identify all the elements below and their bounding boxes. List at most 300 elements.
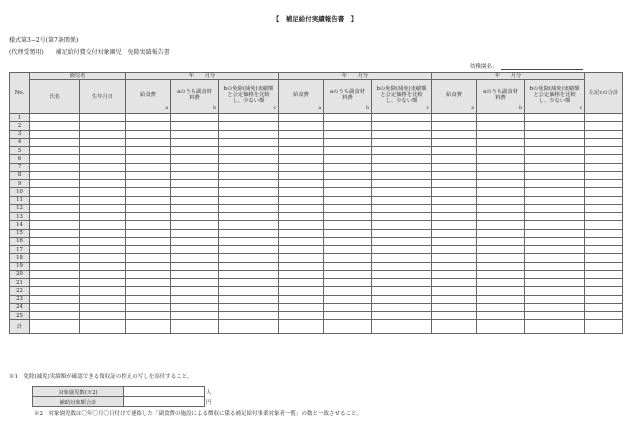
entry-cell[interactable] [525,171,585,179]
entry-cell[interactable] [30,279,80,287]
entry-cell[interactable] [432,130,477,138]
entry-cell[interactable] [372,270,432,278]
entry-cell[interactable] [171,320,219,334]
entry-cell[interactable] [585,303,623,311]
entry-cell[interactable] [525,147,585,155]
entry-cell[interactable] [80,163,126,171]
entry-cell[interactable] [30,147,80,155]
entry-cell[interactable] [372,221,432,229]
entry-cell[interactable] [80,213,126,221]
entry-cell[interactable] [126,196,171,204]
entry-cell[interactable] [525,213,585,221]
entry-cell[interactable] [585,188,623,196]
entry-cell[interactable] [585,270,623,278]
entry-cell[interactable] [525,270,585,278]
entry-cell[interactable] [126,279,171,287]
entry-cell[interactable] [80,147,126,155]
entry-cell[interactable] [279,229,324,237]
entry-cell[interactable] [171,138,219,146]
entry-cell[interactable] [171,287,219,295]
entry-cell[interactable] [219,163,279,171]
entry-cell[interactable] [80,155,126,163]
entry-cell[interactable] [372,204,432,212]
entry-cell[interactable] [279,196,324,204]
entry-cell[interactable] [372,246,432,254]
children-count-cell[interactable] [124,387,205,397]
entry-cell[interactable] [477,155,525,163]
entry-cell[interactable] [432,138,477,146]
entry-cell[interactable] [279,204,324,212]
entry-cell[interactable] [372,138,432,146]
entry-cell[interactable] [171,204,219,212]
entry-cell[interactable] [80,188,126,196]
entry-cell[interactable] [585,196,623,204]
entry-cell[interactable] [30,188,80,196]
entry-cell[interactable] [219,270,279,278]
entry-cell[interactable] [30,204,80,212]
entry-cell[interactable] [171,188,219,196]
entry-cell[interactable] [585,262,623,270]
entry-cell[interactable] [432,171,477,179]
entry-cell[interactable] [219,114,279,122]
entry-cell[interactable] [372,320,432,334]
entry-cell[interactable] [324,303,372,311]
entry-cell[interactable] [219,130,279,138]
entry-cell[interactable] [477,254,525,262]
entry-cell[interactable] [324,270,372,278]
entry-cell[interactable] [432,221,477,229]
entry-cell[interactable] [279,213,324,221]
entry-cell[interactable] [80,114,126,122]
entry-cell[interactable] [126,130,171,138]
facility-name-blank[interactable] [501,63,583,70]
entry-cell[interactable] [432,303,477,311]
entry-cell[interactable] [477,122,525,130]
entry-cell[interactable] [126,147,171,155]
entry-cell[interactable] [525,279,585,287]
entry-cell[interactable] [171,303,219,311]
entry-cell[interactable] [30,180,80,188]
entry-cell[interactable] [171,229,219,237]
entry-cell[interactable] [219,237,279,245]
entry-cell[interactable] [279,320,324,334]
entry-cell[interactable] [279,155,324,163]
entry-cell[interactable] [80,196,126,204]
entry-cell[interactable] [432,287,477,295]
entry-cell[interactable] [525,114,585,122]
entry-cell[interactable] [525,237,585,245]
entry-cell[interactable] [171,171,219,179]
entry-cell[interactable] [80,287,126,295]
entry-cell[interactable] [219,138,279,146]
entry-cell[interactable] [279,130,324,138]
entry-cell[interactable] [219,171,279,179]
entry-cell[interactable] [279,246,324,254]
entry-cell[interactable] [585,213,623,221]
entry-cell[interactable] [477,138,525,146]
entry-cell[interactable] [219,147,279,155]
entry-cell[interactable] [432,114,477,122]
entry-cell[interactable] [477,295,525,303]
entry-cell[interactable] [30,320,80,334]
entry-cell[interactable] [30,171,80,179]
entry-cell[interactable] [279,312,324,320]
entry-cell[interactable] [219,303,279,311]
entry-cell[interactable] [279,114,324,122]
entry-cell[interactable] [525,320,585,334]
entry-cell[interactable] [477,147,525,155]
entry-cell[interactable] [219,229,279,237]
entry-cell[interactable] [30,287,80,295]
entry-cell[interactable] [126,246,171,254]
entry-cell[interactable] [324,287,372,295]
entry-cell[interactable] [279,188,324,196]
entry-cell[interactable] [525,303,585,311]
entry-cell[interactable] [372,114,432,122]
entry-cell[interactable] [477,130,525,138]
entry-cell[interactable] [126,122,171,130]
entry-cell[interactable] [432,163,477,171]
entry-cell[interactable] [372,196,432,204]
entry-cell[interactable] [126,312,171,320]
entry-cell[interactable] [30,246,80,254]
entry-cell[interactable] [372,171,432,179]
entry-cell[interactable] [126,237,171,245]
entry-cell[interactable] [80,295,126,303]
entry-cell[interactable] [585,138,623,146]
entry-cell[interactable] [219,246,279,254]
entry-cell[interactable] [432,295,477,303]
entry-cell[interactable] [80,171,126,179]
entry-cell[interactable] [432,237,477,245]
entry-cell[interactable] [477,303,525,311]
entry-cell[interactable] [585,163,623,171]
entry-cell[interactable] [80,221,126,229]
entry-cell[interactable] [432,180,477,188]
entry-cell[interactable] [585,155,623,163]
entry-cell[interactable] [80,254,126,262]
entry-cell[interactable] [477,237,525,245]
entry-cell[interactable] [525,254,585,262]
entry-cell[interactable] [80,246,126,254]
entry-cell[interactable] [30,114,80,122]
entry-cell[interactable] [171,122,219,130]
entry-cell[interactable] [171,295,219,303]
entry-cell[interactable] [126,138,171,146]
entry-cell[interactable] [171,213,219,221]
entry-cell[interactable] [279,287,324,295]
entry-cell[interactable] [432,312,477,320]
entry-cell[interactable] [219,188,279,196]
entry-cell[interactable] [219,295,279,303]
entry-cell[interactable] [525,246,585,254]
entry-cell[interactable] [30,237,80,245]
entry-cell[interactable] [171,262,219,270]
entry-cell[interactable] [477,204,525,212]
entry-cell[interactable] [324,295,372,303]
entry-cell[interactable] [171,237,219,245]
entry-cell[interactable] [80,237,126,245]
entry-cell[interactable] [171,163,219,171]
entry-cell[interactable] [80,138,126,146]
entry-cell[interactable] [585,114,623,122]
entry-cell[interactable] [372,155,432,163]
entry-cell[interactable] [525,155,585,163]
entry-cell[interactable] [432,213,477,221]
entry-cell[interactable] [324,262,372,270]
entry-cell[interactable] [324,221,372,229]
entry-cell[interactable] [171,254,219,262]
entry-cell[interactable] [477,312,525,320]
entry-cell[interactable] [80,303,126,311]
entry-cell[interactable] [525,221,585,229]
entry-cell[interactable] [279,262,324,270]
entry-cell[interactable] [30,229,80,237]
entry-cell[interactable] [525,130,585,138]
entry-cell[interactable] [219,204,279,212]
entry-cell[interactable] [585,171,623,179]
entry-cell[interactable] [126,295,171,303]
entry-cell[interactable] [171,147,219,155]
entry-cell[interactable] [324,204,372,212]
entry-cell[interactable] [477,171,525,179]
entry-cell[interactable] [126,262,171,270]
entry-cell[interactable] [171,279,219,287]
entry-cell[interactable] [126,213,171,221]
entry-cell[interactable] [477,196,525,204]
entry-cell[interactable] [80,229,126,237]
entry-cell[interactable] [171,155,219,163]
entry-cell[interactable] [525,196,585,204]
entry-cell[interactable] [126,254,171,262]
entry-cell[interactable] [432,155,477,163]
entry-cell[interactable] [30,295,80,303]
entry-cell[interactable] [30,138,80,146]
entry-cell[interactable] [432,254,477,262]
entry-cell[interactable] [279,254,324,262]
entry-cell[interactable] [477,320,525,334]
entry-cell[interactable] [126,188,171,196]
entry-cell[interactable] [585,279,623,287]
entry-cell[interactable] [372,254,432,262]
entry-cell[interactable] [372,188,432,196]
entry-cell[interactable] [585,254,623,262]
entry-cell[interactable] [279,171,324,179]
entry-cell[interactable] [30,155,80,163]
entry-cell[interactable] [477,180,525,188]
entry-cell[interactable] [80,312,126,320]
entry-cell[interactable] [324,196,372,204]
entry-cell[interactable] [126,155,171,163]
entry-cell[interactable] [477,246,525,254]
entry-cell[interactable] [525,180,585,188]
entry-cell[interactable] [324,229,372,237]
entry-cell[interactable] [30,122,80,130]
entry-cell[interactable] [477,279,525,287]
entry-cell[interactable] [30,303,80,311]
entry-cell[interactable] [126,221,171,229]
entry-cell[interactable] [279,180,324,188]
entry-cell[interactable] [477,221,525,229]
subsidy-total-cell[interactable] [124,397,205,407]
entry-cell[interactable] [372,303,432,311]
entry-cell[interactable] [477,229,525,237]
entry-cell[interactable] [372,295,432,303]
entry-cell[interactable] [279,138,324,146]
entry-cell[interactable] [219,312,279,320]
entry-cell[interactable] [525,229,585,237]
entry-cell[interactable] [219,155,279,163]
entry-cell[interactable] [324,130,372,138]
entry-cell[interactable] [171,196,219,204]
entry-cell[interactable] [372,287,432,295]
entry-cell[interactable] [324,171,372,179]
entry-cell[interactable] [477,163,525,171]
entry-cell[interactable] [126,204,171,212]
entry-cell[interactable] [219,320,279,334]
entry-cell[interactable] [219,196,279,204]
entry-cell[interactable] [30,196,80,204]
entry-cell[interactable] [80,204,126,212]
entry-cell[interactable] [279,122,324,130]
entry-cell[interactable] [585,204,623,212]
entry-cell[interactable] [171,130,219,138]
entry-cell[interactable] [525,287,585,295]
entry-cell[interactable] [477,188,525,196]
entry-cell[interactable] [477,114,525,122]
entry-cell[interactable] [80,262,126,270]
entry-cell[interactable] [171,312,219,320]
entry-cell[interactable] [432,279,477,287]
entry-cell[interactable] [585,287,623,295]
entry-cell[interactable] [324,138,372,146]
entry-cell[interactable] [126,163,171,171]
entry-cell[interactable] [279,237,324,245]
entry-cell[interactable] [219,213,279,221]
entry-cell[interactable] [126,287,171,295]
entry-cell[interactable] [372,163,432,171]
entry-cell[interactable] [126,114,171,122]
entry-cell[interactable] [219,122,279,130]
entry-cell[interactable] [126,303,171,311]
entry-cell[interactable] [372,180,432,188]
entry-cell[interactable] [219,262,279,270]
entry-cell[interactable] [279,163,324,171]
entry-cell[interactable] [126,270,171,278]
entry-cell[interactable] [324,237,372,245]
entry-cell[interactable] [432,196,477,204]
entry-cell[interactable] [525,295,585,303]
entry-cell[interactable] [126,229,171,237]
entry-cell[interactable] [126,171,171,179]
entry-cell[interactable] [80,279,126,287]
entry-cell[interactable] [171,180,219,188]
entry-cell[interactable] [30,254,80,262]
entry-cell[interactable] [279,221,324,229]
entry-cell[interactable] [477,213,525,221]
entry-cell[interactable] [432,122,477,130]
entry-cell[interactable] [279,295,324,303]
entry-cell[interactable] [126,180,171,188]
entry-cell[interactable] [585,221,623,229]
entry-cell[interactable] [372,213,432,221]
entry-cell[interactable] [525,138,585,146]
entry-cell[interactable] [171,221,219,229]
entry-cell[interactable] [585,180,623,188]
entry-cell[interactable] [432,270,477,278]
entry-cell[interactable] [80,130,126,138]
entry-cell[interactable] [372,279,432,287]
entry-cell[interactable] [525,122,585,130]
entry-cell[interactable] [324,155,372,163]
entry-cell[interactable] [126,320,171,334]
entry-cell[interactable] [324,122,372,130]
entry-cell[interactable] [432,229,477,237]
entry-cell[interactable] [171,270,219,278]
entry-cell[interactable] [525,188,585,196]
entry-cell[interactable] [477,287,525,295]
entry-cell[interactable] [80,122,126,130]
entry-cell[interactable] [477,270,525,278]
entry-cell[interactable] [372,262,432,270]
entry-cell[interactable] [324,246,372,254]
entry-cell[interactable] [171,114,219,122]
entry-cell[interactable] [30,262,80,270]
entry-cell[interactable] [372,312,432,320]
entry-cell[interactable] [30,312,80,320]
entry-cell[interactable] [279,147,324,155]
entry-cell[interactable] [30,270,80,278]
entry-cell[interactable] [219,180,279,188]
entry-cell[interactable] [372,147,432,155]
entry-cell[interactable] [477,262,525,270]
entry-cell[interactable] [219,279,279,287]
entry-cell[interactable] [171,246,219,254]
entry-cell[interactable] [585,295,623,303]
entry-cell[interactable] [525,163,585,171]
entry-cell[interactable] [30,213,80,221]
entry-cell[interactable] [324,279,372,287]
entry-cell[interactable] [585,147,623,155]
entry-cell[interactable] [372,130,432,138]
entry-cell[interactable] [432,147,477,155]
entry-cell[interactable] [80,270,126,278]
entry-cell[interactable] [30,163,80,171]
entry-cell[interactable] [279,303,324,311]
entry-cell[interactable] [219,287,279,295]
entry-cell[interactable] [219,221,279,229]
entry-cell[interactable] [585,130,623,138]
entry-cell[interactable] [585,229,623,237]
entry-cell[interactable] [80,180,126,188]
entry-cell[interactable] [585,246,623,254]
entry-cell[interactable] [525,204,585,212]
entry-cell[interactable] [432,320,477,334]
entry-cell[interactable] [324,254,372,262]
entry-cell[interactable] [372,229,432,237]
entry-cell[interactable] [324,213,372,221]
entry-cell[interactable] [585,320,623,334]
entry-cell[interactable] [585,312,623,320]
entry-cell[interactable] [432,262,477,270]
entry-cell[interactable] [372,122,432,130]
entry-cell[interactable] [324,180,372,188]
entry-cell[interactable] [324,147,372,155]
entry-cell[interactable] [525,312,585,320]
entry-cell[interactable] [30,221,80,229]
entry-cell[interactable] [219,254,279,262]
entry-cell[interactable] [372,237,432,245]
